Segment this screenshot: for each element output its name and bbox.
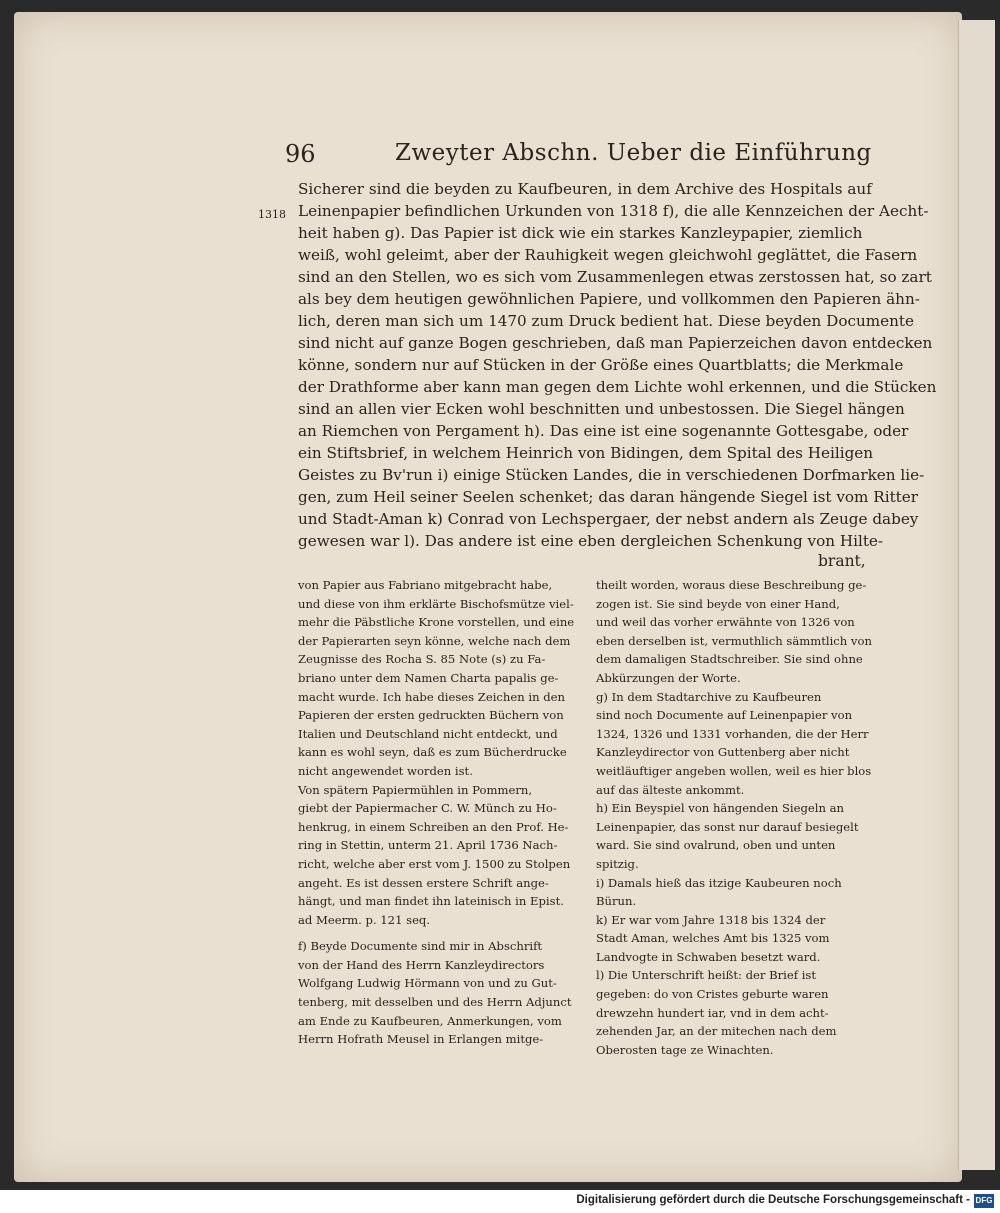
- main-text-line: sind an allen vier Ecken wohl beschnitten und unbestossen. Die Siegel hängen: [298, 400, 905, 418]
- footnote-line: Landvogte in Schwaben besetzt ward.: [596, 949, 821, 964]
- main-text-line: heit haben g). Das Papier ist dick wie ein starkes Kanzleypapier, ziemlich: [298, 224, 863, 242]
- footnote-line: 1324, 1326 und 1331 vorhanden, die der Herr: [596, 726, 869, 741]
- footnote-line: angeht. Es ist dessen erstere Schrift ange-: [298, 875, 549, 890]
- footnote-line: drewzehn hundert iar, vnd in dem acht-: [596, 1005, 829, 1020]
- footnote-line: tenberg, mit desselben und des Herrn Adjunct: [298, 995, 572, 1010]
- main-text-line: gewesen war l). Das andere ist eine eben dergleichen Schenkung von Hilte-: [298, 532, 884, 550]
- page-number: 96: [285, 140, 316, 168]
- main-text-line: weiß, wohl geleimt, aber der Rauhigkeit wegen gleichwohl geglättet, die Fasern: [298, 246, 918, 264]
- footnote-line: mehr die Päbstliche Krone vorstellen, und eine: [298, 615, 575, 630]
- main-text-line: gen, zum Heil seiner Seelen schenket; das daran hängende Siegel ist vom Ritter: [298, 488, 919, 506]
- footnote-line: Oberosten tage ze Winachten.: [596, 1042, 774, 1057]
- footnote-line: weitläuftiger angeben wollen, weil es hier blos: [596, 763, 872, 778]
- footnote-line: Abkürzungen der Worte.: [596, 670, 741, 685]
- footnote-line: spitzig.: [596, 856, 639, 871]
- footnotes-left-column: [298, 576, 580, 1049]
- main-text-line: und Stadt-Aman k) Conrad von Lechspergaer, der nebst andern als Zeuge dabey: [298, 510, 919, 528]
- margin-note: 1318: [258, 208, 286, 221]
- page-edge: [958, 20, 995, 1170]
- footnote-line: ring in Stettin, unterm 21. April 1736 Nach-: [298, 838, 558, 853]
- footnote-line: von der Hand des Herrn Kanzleydirectors: [298, 957, 545, 972]
- footnote-line: briano unter dem Namen Charta papalis ge-: [298, 670, 559, 685]
- main-text-line: Geistes zu Bv'run i) einige Stücken Landes, die in verschiedenen Dorfmarken lie-: [298, 466, 925, 484]
- footnote-line: giebt der Papiermacher C. W. Münch zu Ho-: [298, 801, 557, 816]
- main-text-line: Sicherer sind die beyden zu Kaufbeuren, in dem Archive des Hospitals auf: [298, 180, 872, 198]
- main-text-body: [298, 178, 937, 552]
- footnote-line: und weil das vorher erwähnte von 1326 von: [596, 615, 855, 630]
- footnote-line: i) Damals hieß das itzige Kaubeuren noch: [596, 875, 842, 890]
- footnote-line: Kanzleydirector von Guttenberg aber nicht: [596, 745, 850, 760]
- footnote-line: Wolfgang Ludwig Hörmann von und zu Gut-: [298, 976, 557, 991]
- footnote-line: zogen ist. Sie sind beyde von einer Hand,: [596, 596, 840, 611]
- footnote-line: sind noch Documente auf Leinenpapier von: [596, 708, 853, 723]
- footnote-line: dem damaligen Stadtschreiber. Sie sind ohne: [596, 652, 863, 667]
- footnotes-right-column: [596, 576, 878, 1059]
- footnote-line: zehenden Jar, an der mitechen nach dem: [596, 1024, 837, 1039]
- footnote-line: Stadt Aman, welches Amt bis 1325 vom: [596, 931, 830, 946]
- footer-credit: Digitalisierung gefördert durch die Deutsche Forschungsgemeinschaft -: [576, 1194, 970, 1206]
- footnote-line: am Ende zu Kaufbeuren, Anmerkungen, vom: [298, 1013, 562, 1028]
- footnote-line: auf das älteste ankommt.: [596, 782, 745, 797]
- main-text-line: ein Stiftsbrief, in welchem Heinrich von Bidingen, dem Spital des Heiligen: [298, 444, 874, 462]
- main-text-line: an Riemchen von Pergament h). Das eine ist eine sogenannte Gottesgabe, oder: [298, 422, 909, 440]
- footnote-line: [298, 929, 580, 937]
- main-text-line: könne, sondern nur auf Stücken in der Größe eines Quartblatts; die Merkmale: [298, 356, 904, 374]
- footnote-line: theilt worden, woraus diese Beschreibung ge-: [596, 578, 867, 592]
- footnote-line: henkrug, in einem Schreiben an den Prof. He-: [298, 819, 569, 834]
- running-title: Zweyter Abschn. Ueber die Einführung: [395, 140, 872, 166]
- footnote-line: Bürun.: [596, 894, 637, 909]
- footnote-line: von Papier aus Fabriano mitgebracht habe,: [298, 578, 553, 592]
- footnote-line: f) Beyde Documente sind mir in Abschrift: [298, 939, 543, 954]
- catchword: brant,: [818, 552, 866, 570]
- footnote-line: Italien und Deutschland nicht entdeckt, und: [298, 726, 558, 741]
- page-header: [285, 140, 885, 176]
- footnote-line: ward. Sie sind ovalrund, oben und unten: [596, 838, 836, 853]
- footnote-line: h) Ein Beyspiel von hängenden Siegeln an: [596, 801, 845, 816]
- main-text-line: der Drathforme aber kann man gegen dem Lichte wohl erkennen, und die Stücken: [298, 378, 937, 396]
- footnote-line: eben derselben ist, vermuthlich sämmtlich von: [596, 633, 872, 648]
- footnote-line: und diese von ihm erklärte Bischofsmütze viel-: [298, 596, 574, 611]
- footnote-line: richt, welche aber erst vom J. 1500 zu Stolpen: [298, 856, 571, 871]
- footnote-line: macht wurde. Ich habe dieses Zeichen in den: [298, 689, 566, 704]
- footnote-line: Von spätern Papiermühlen in Pommern,: [298, 782, 533, 797]
- footnote-line: Herrn Hofrath Meusel in Erlangen mitge-: [298, 1032, 544, 1047]
- digitization-footer: [0, 1190, 1000, 1213]
- footnote-line: Zeugnisse des Rocha S. 85 Note (s) zu Fa-: [298, 652, 546, 667]
- footnote-line: nicht angewendet worden ist.: [298, 763, 473, 778]
- footnote-line: Papieren der ersten gedruckten Büchern von: [298, 708, 564, 723]
- footnote-line: der Papierarten seyn könne, welche nach dem: [298, 633, 571, 648]
- footnote-line: l) Die Unterschrift heißt: der Brief ist: [596, 968, 817, 983]
- footnote-line: ad Meerm. p. 121 seq.: [298, 912, 431, 927]
- footnote-line: Leinenpapier, das sonst nur darauf besiegelt: [596, 819, 859, 834]
- footnote-line: hängt, und man findet ihn lateinisch in Epist.: [298, 894, 564, 909]
- dfg-logo: DFG: [974, 1194, 994, 1208]
- footnote-line: gegeben: do von Cristes geburte waren: [596, 987, 829, 1002]
- main-text-line: Leinenpapier befindlichen Urkunden von 1318 f), die alle Kennzeichen der Aecht-: [298, 202, 929, 220]
- main-text-line: sind an den Stellen, wo es sich vom Zusammenlegen etwas zerstossen hat, so zart: [298, 268, 932, 286]
- footnote-line: k) Er war vom Jahre 1318 bis 1324 der: [596, 912, 826, 927]
- main-text-line: als bey dem heutigen gewöhnlichen Papiere, und vollkommen den Papieren ähn-: [298, 290, 920, 308]
- footnote-line: kann es wohl seyn, daß es zum Bücherdrucke: [298, 745, 567, 760]
- main-text-line: sind nicht auf ganze Bogen geschrieben, daß man Papierzeichen davon entdecken: [298, 334, 933, 352]
- main-text-line: lich, deren man sich um 1470 zum Druck bedient hat. Diese beyden Documente: [298, 312, 915, 330]
- footnote-line: g) In dem Stadtarchive zu Kaufbeuren: [596, 689, 822, 704]
